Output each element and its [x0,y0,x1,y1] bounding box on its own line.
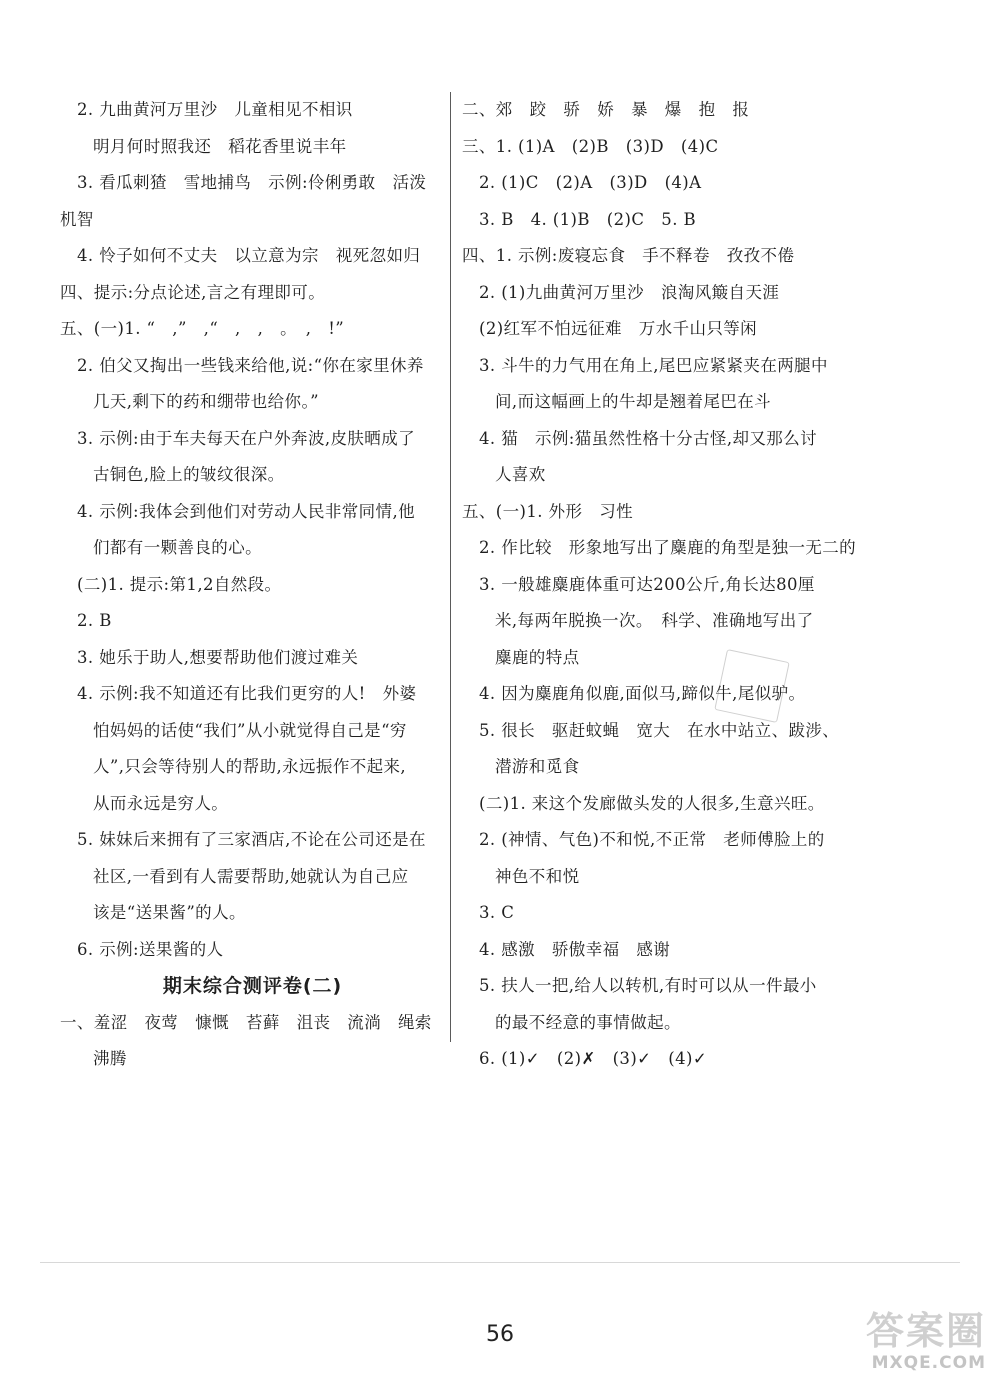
answer-line: 4. 猫 示例:猫虽然性格十分古怪,却又那么讨 [479,428,817,448]
answer-line: 人”,只会等待别人的帮助,永远振作不起来, [93,757,407,776]
answer-line: 人喜欢 [495,465,546,484]
answer-line: 2. 伯父又掏出一些钱来给他,说:“你在家里休养 [77,355,424,375]
answer-line: 3. 示例:由于车夫每天在户外奔波,皮肤晒成了 [77,428,415,448]
answer-line: 从而永远是穷人。 [93,793,229,813]
answer-line: 三、1. (1)A (2)B (3)D (4)C [462,136,719,156]
left-answer-column [60,92,445,1078]
answer-line: 古铜色,脸上的皱纹很深。 [93,465,285,484]
answer-line: 一、羞涩 夜莺 慷慨 苔藓 沮丧 流淌 绳索 [60,1012,432,1032]
answer-line: 神色不和悦 [495,866,580,886]
answer-line: 3. C [479,903,515,922]
answer-line: 4. 感激 骄傲幸福 感谢 [479,939,671,959]
answer-line: (二)1. 提示:第1,2自然段。 [77,574,282,594]
answer-line: (2)红军不怕远征难 万水千山只等闲 [479,319,758,338]
answer-line: 沸腾 [93,1049,127,1068]
answer-line: 米,每两年脱换一次。 科学、准确地写出了 [495,611,814,630]
answer-line: 5. 妹妹后来拥有了三家酒店,不论在公司还是在 [77,830,426,849]
answer-line: 怕妈妈的话使“我们”从小就觉得自己是“穷 [93,720,407,740]
column-divider [450,92,451,1042]
page-number: 56 [486,1322,514,1347]
answer-line: 麋鹿的特点 [495,647,580,667]
answer-line: 几天,剩下的药和绷带也给你。” [93,392,319,411]
answer-line: 4. 因为麋鹿角似鹿,面似马,蹄似牛,尾似驴。 [479,684,806,703]
answer-line: 5. 很长 驱赶蚊蝇 宽大 在水中站立、跋涉、 [479,720,840,740]
answer-line: 五、(一)1. “ ,” ,“ , , 。 , !” [60,319,345,338]
answer-line: 二、郊 跤 骄 娇 暴 爆 抱 报 [462,100,750,119]
answer-line: 四、提示:分点论述,言之有理即可。 [60,282,326,302]
watermark-title: 答案圈 [865,1309,986,1353]
answer-line: 4. 示例:我不知道还有比我们更穷的人! 外婆 [77,684,417,703]
answer-line: 明月何时照我还 稻花香里说丰年 [93,136,347,156]
answer-line: 该是“送果酱”的人。 [93,903,246,922]
answer-line: 2. B [77,611,112,630]
answer-line: 6. 示例:送果酱的人 [77,939,224,959]
footer-rule [40,1262,960,1263]
answer-line: 6. (1)✓ (2)✗ (3)✓ (4)✓ [479,1049,708,1068]
answer-line: 间,而这幅画上的牛却是翘着尾巴在斗 [495,392,772,411]
answer-line: (二)1. 来这个发廊做头发的人很多,生意兴旺。 [479,793,825,813]
answer-line: 2. 作比较 形象地写出了麋鹿的角型是独一无二的 [479,538,857,557]
answer-line: 五、(一)1. 外形 习性 [462,501,634,521]
answer-line: 2. (1)C (2)A (3)D (4)A [479,173,702,192]
answer-line: 四、1. 示例:废寝忘食 手不释卷 孜孜不倦 [462,246,795,265]
answer-line: 3. 看瓜刺猹 雪地捕鸟 示例:伶俐勇敢 活泼 [77,173,427,192]
faint-stamp-mark [714,649,789,723]
answer-line: 5. 扶人一把,给人以转机,有时可以从一件最小 [479,976,817,995]
answer-line: 社区,一看到有人需要帮助,她就认为自己应 [93,866,409,886]
watermark-logo [836,1309,986,1385]
answer-line: 机智 [60,209,94,229]
answer-line: 2. (神情、气色)不和悦,不正常 老师傅脸上的 [479,830,825,849]
answer-line: 3. 斗牛的力气用在角上,尾巴应紧紧夹在两腿中 [479,355,828,375]
answer-line: 2. (1)九曲黄河万里沙 浪淘风簸自天涯 [479,282,780,302]
watermark-url: MXQE.COM [871,1353,986,1373]
answer-line: 2. 九曲黄河万里沙 儿童相见不相识 [77,100,353,119]
answer-line: 3. 她乐于助人,想要帮助他们渡过难关 [77,647,359,667]
answer-line: 3. B 4. (1)B (2)C 5. B [479,209,697,229]
answer-line: 4. 怜子如何不丈夫 以立意为宗 视死忽如归 [77,246,421,265]
section-heading: 期末综合测评卷(二) [162,975,343,997]
answer-line: 4. 示例:我体会到他们对劳动人民非常同情,他 [77,501,415,521]
answer-line: 潜游和觅食 [495,757,580,776]
answer-line: 们都有一颗善良的心。 [93,538,262,557]
answer-line: 3. 一般雄麋鹿体重可达200公斤,角长达80厘 [479,574,815,594]
answer-line: 的最不经意的事情做起。 [495,1012,681,1032]
right-answer-column [462,92,867,1078]
